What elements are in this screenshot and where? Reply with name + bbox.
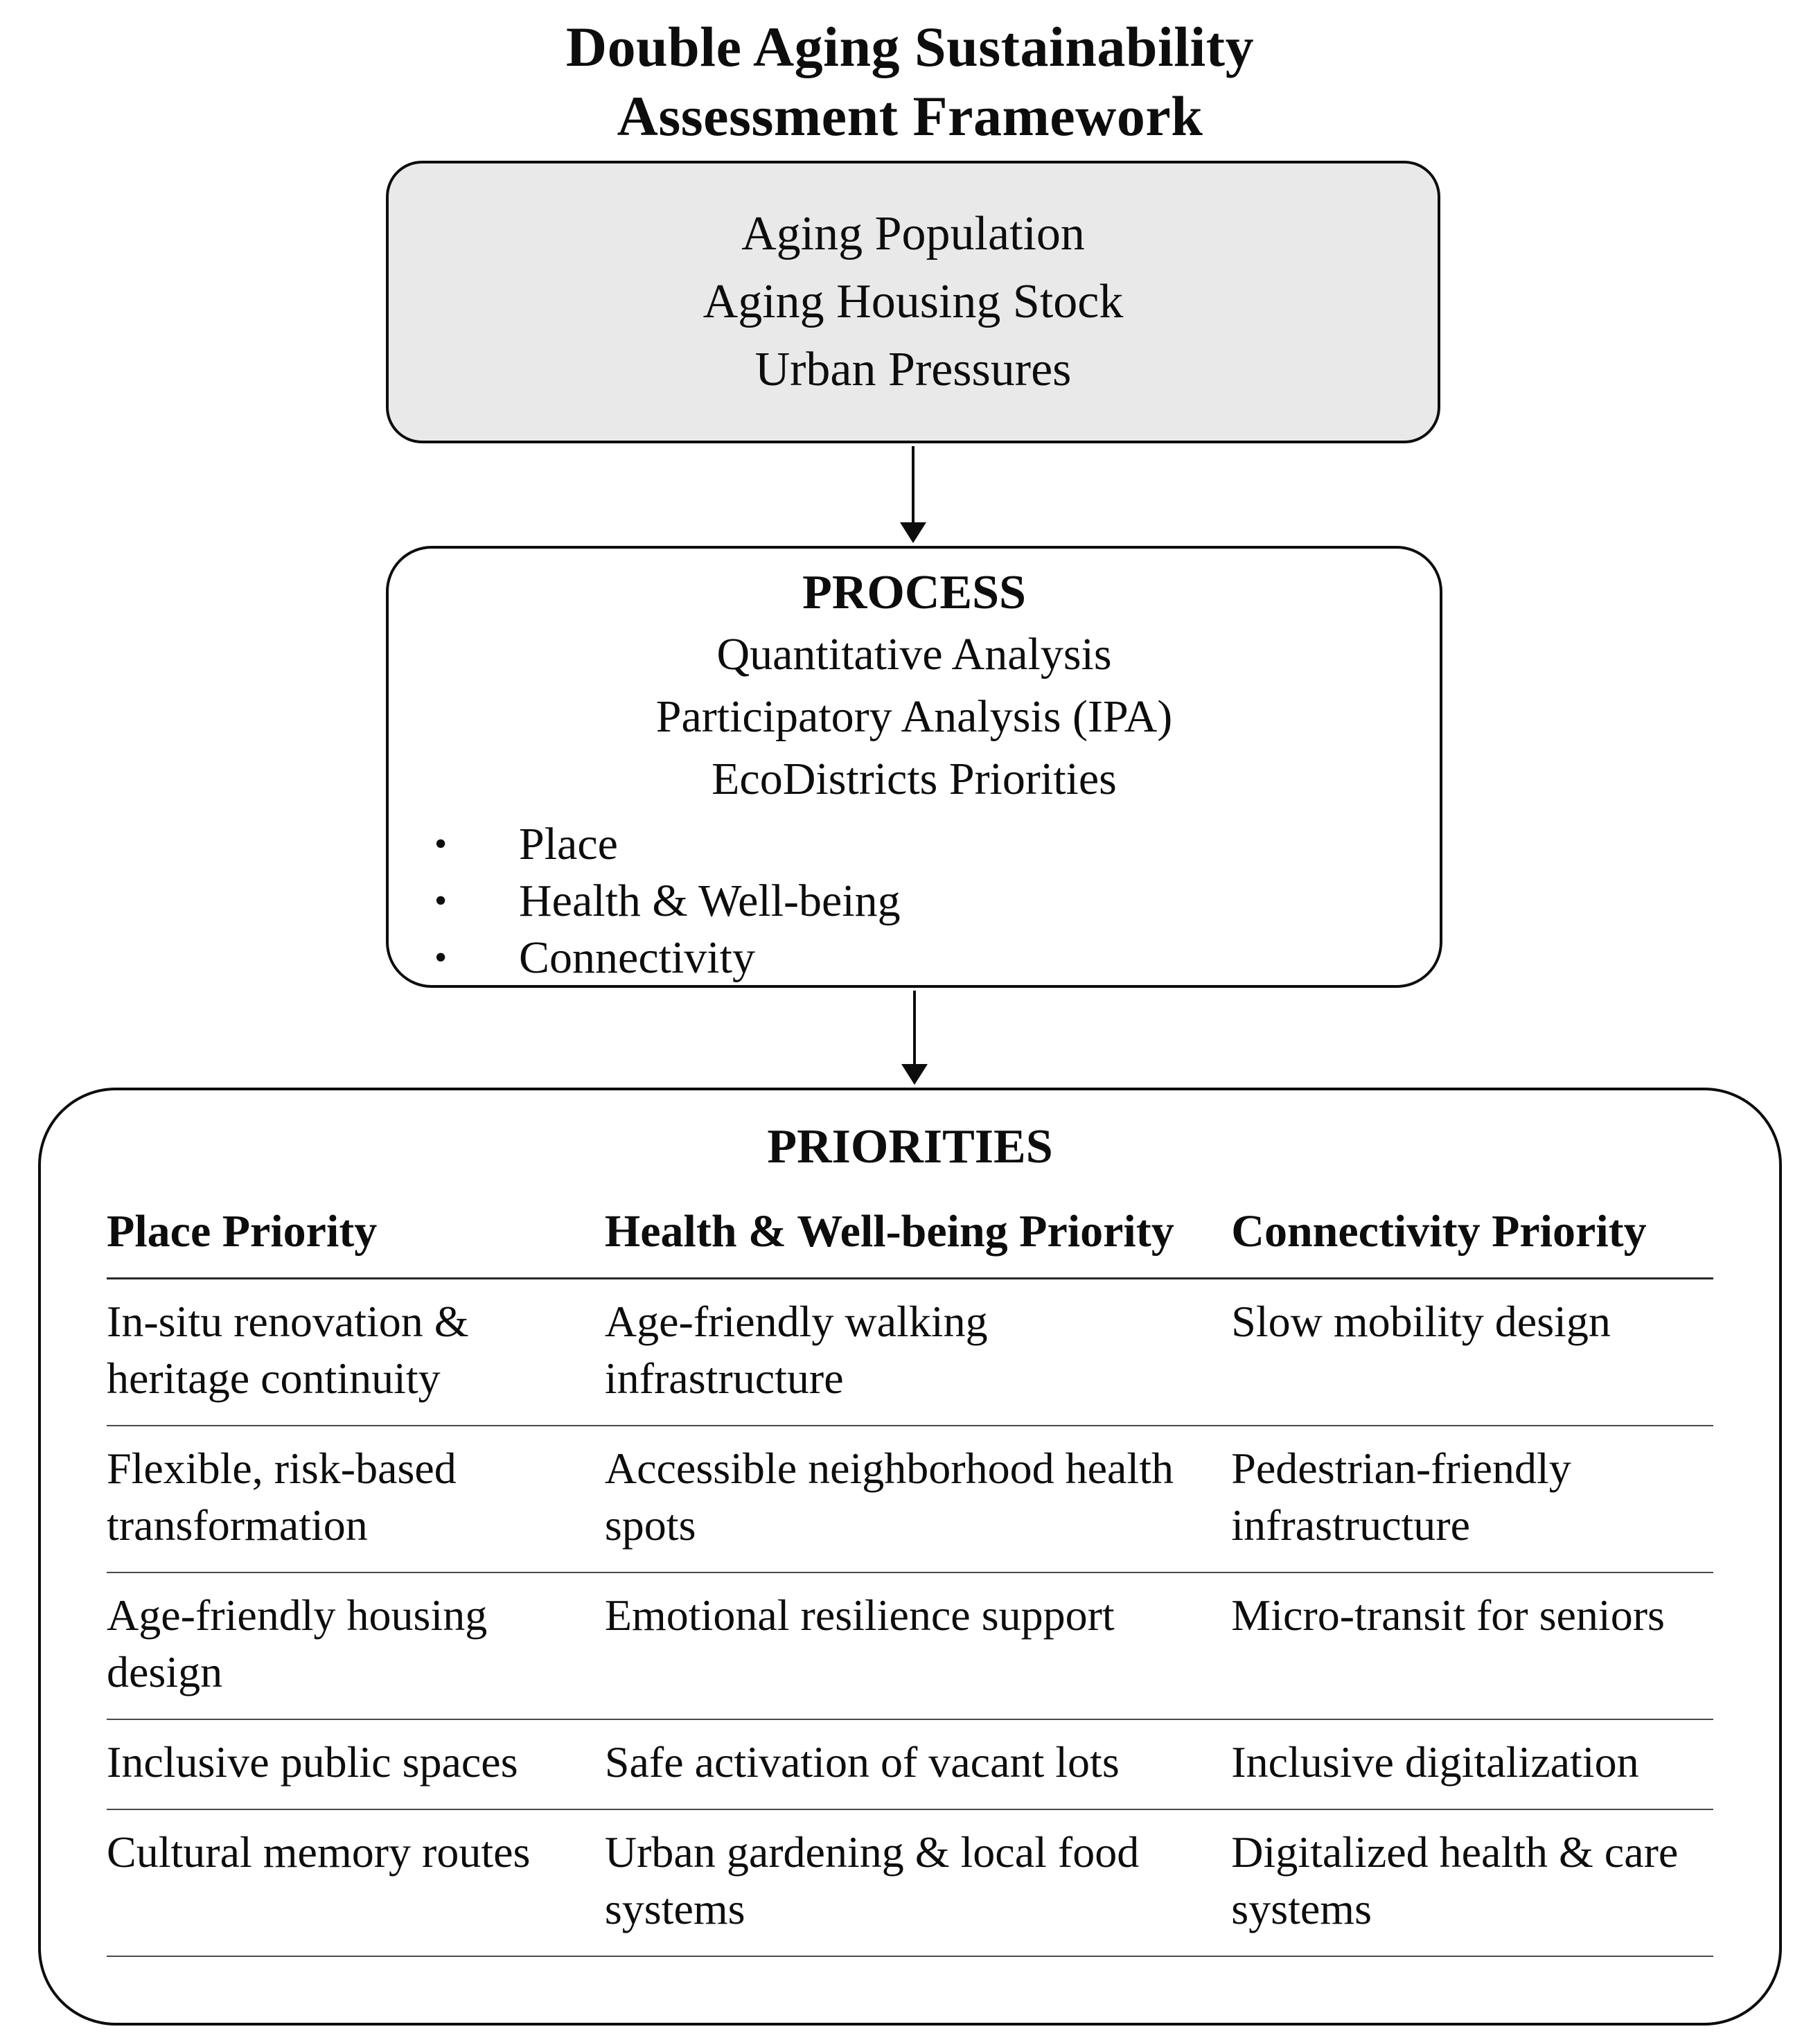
column-header-health: Health & Well-being Priority (604, 1206, 1174, 1257)
arrow-down-icon (901, 991, 928, 1085)
process-line: Quantitative Analysis (716, 629, 1112, 680)
table-cell: Inclusive public spaces (107, 1737, 518, 1787)
table-cell: In-situ renovation & heritage continuity (107, 1297, 469, 1403)
process-bullet-item (434, 873, 1440, 930)
arrow-shaft (912, 446, 915, 522)
inputs-box-line: Urban Pressures (754, 343, 1072, 396)
table-row (107, 1720, 1713, 1810)
arrow-head (901, 1064, 928, 1085)
table-cell: Cultural memory routes (107, 1827, 531, 1877)
process-line: Participatory Analysis (IPA) (655, 691, 1173, 742)
process-bullet-label: Place (519, 819, 618, 869)
inputs-box-line: Aging Population (741, 207, 1085, 260)
priorities-heading: PRIORITIES (767, 1120, 1053, 1173)
process-line: EcoDistricts Priorities (712, 754, 1117, 804)
priorities-table (107, 1193, 1713, 1957)
inputs-box-line: Aging Housing Stock (703, 275, 1124, 328)
table-cell: Emotional resilience support (604, 1590, 1115, 1640)
process-heading: PROCESS (802, 566, 1026, 619)
table-header-row (107, 1193, 1713, 1279)
diagram-title-line2: Assessment Framework (617, 85, 1203, 148)
arrow-head (900, 522, 926, 543)
diagram-title (0, 12, 1820, 151)
table-cell: Age-friendly housing design (107, 1590, 488, 1696)
column-header-connectivity: Connectivity Priority (1231, 1206, 1647, 1257)
table-cell: Digitalized health & care systems (1231, 1827, 1679, 1933)
table-cell: Accessible neighborhood health spots (604, 1444, 1174, 1550)
table-row (107, 1810, 1713, 1957)
diagram-title-line1: Double Aging Sustainability (565, 15, 1255, 78)
table-row (107, 1426, 1713, 1573)
column-header-place: Place Priority (107, 1206, 378, 1257)
process-bullet-label: Connectivity (519, 932, 755, 983)
process-bullet-list (434, 816, 1440, 986)
table-cell: Flexible, risk-based transformation (107, 1444, 457, 1550)
bullet-icon: • (434, 881, 448, 921)
inputs-box (386, 161, 1440, 443)
table-cell: Micro-transit for seniors (1231, 1590, 1665, 1640)
bullet-icon: • (434, 824, 448, 864)
process-box (386, 546, 1442, 988)
table-row (107, 1279, 1713, 1426)
bullet-icon: • (434, 938, 448, 977)
table-cell: Inclusive digitalization (1231, 1737, 1639, 1787)
arrow-shaft (913, 991, 916, 1064)
priorities-box (38, 1088, 1782, 2026)
process-bullet-item (434, 816, 1440, 873)
process-bullet-item (434, 930, 1440, 986)
process-bullet-label: Health & Well-being (519, 876, 901, 926)
table-cell: Age-friendly walking infrastructure (604, 1297, 988, 1403)
arrow-down-icon (899, 446, 927, 543)
table-cell: Pedestrian-friendly infrastructure (1231, 1444, 1571, 1550)
table-row (107, 1573, 1713, 1720)
table-cell: Urban gardening & local food systems (604, 1827, 1140, 1933)
table-cell: Slow mobility design (1231, 1297, 1611, 1346)
table-cell: Safe activation of vacant lots (604, 1737, 1120, 1787)
